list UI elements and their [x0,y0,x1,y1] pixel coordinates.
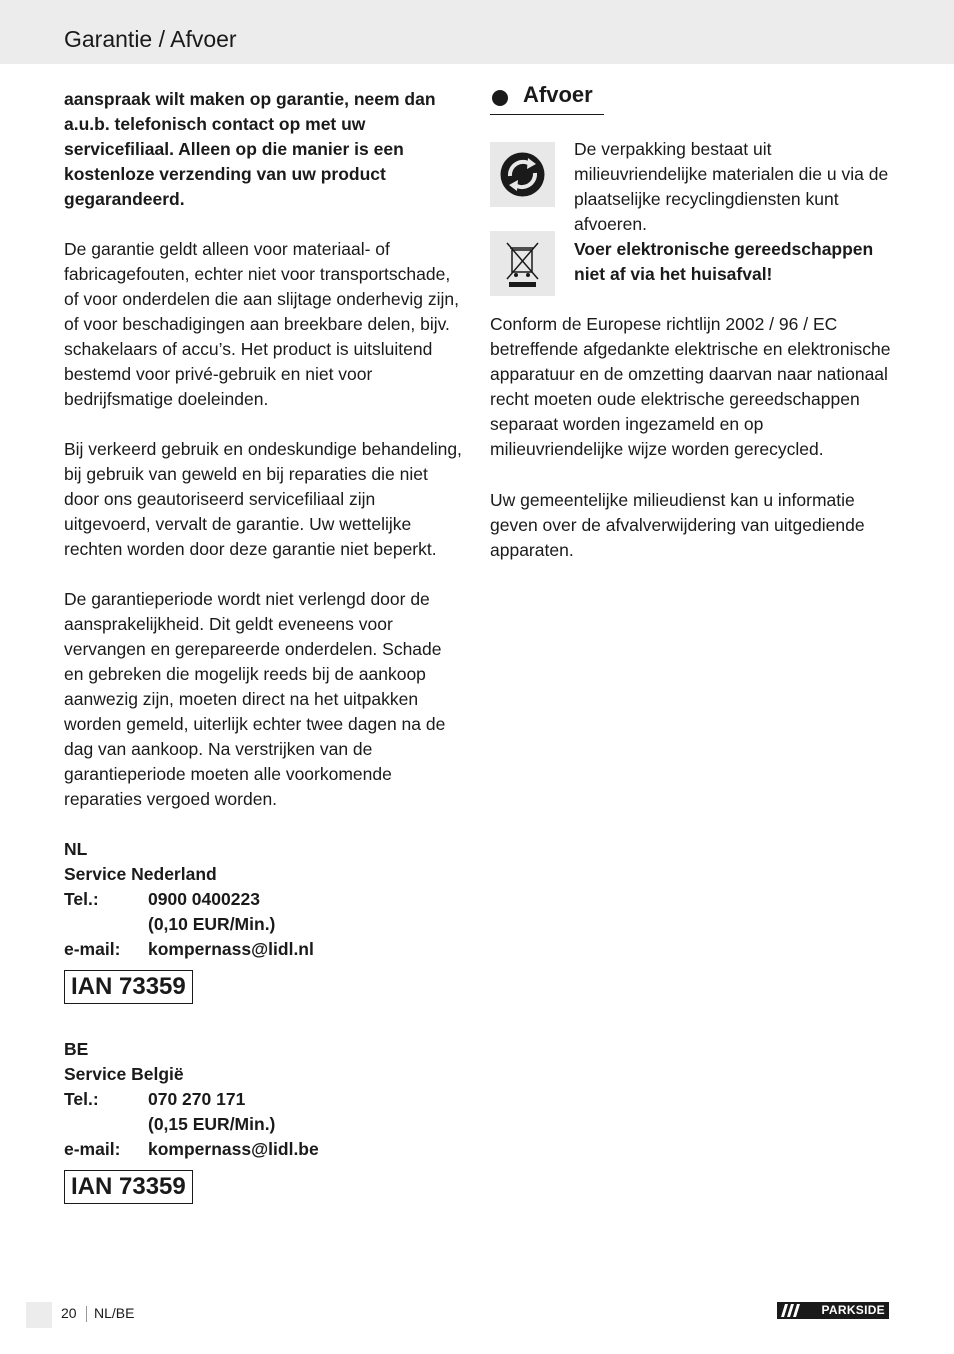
disposal-warning: Voer elektronische gereedschappen niet af via het huisafval! [574,239,874,284]
email-label: e-mail: [64,939,121,959]
contact-block-nl [64,837,464,1004]
contact-country-nl: NL [64,839,88,859]
packaging-text: De verpakking bestaat uit milieuvriendelijke materialen die u via de plaatselijke recyclingdiensten kunt afvoeren. [574,139,889,234]
language-code: NL/BE [94,1305,135,1321]
brand-name: PARKSIDE [821,1303,885,1317]
contact-service-be: Service België [64,1064,184,1084]
left-column [64,87,464,1204]
disposal-paragraph-1: Conform de Europese richtlijn 2002 / 96 / EC betreffende afgedankte elektrische en elektronische apparatuur en de omzetting daarvan naar nationaal recht moeten oude elektrische gereedschappen separaat worden ingezameld en op milieuvriendelijke wijze worden gerecycled. [490,314,891,459]
section-heading-afvoer [490,82,604,115]
footer-divider [86,1306,87,1322]
disposal-paragraph-2: Uw gemeentelijke milieudienst kan u informatie geven over de afvalverwijdering van uitgediende apparaten. [490,490,865,560]
email-address: kompernass@lidl.be [148,1139,319,1159]
tel-label: Tel.: [64,1089,99,1109]
guarantee-paragraph-3: De garantieperiode wordt niet verlengd door de aansprakelijkheid. Dit geldt eveneens voor vervangen en gerepareerde onderdelen. Schade en gebreken die mogelijk reeds bij de aankoop aanwezig zijn, moeten direct na het uitpakken worden gemeld, uiterlijk echter twee dagen na de dag van aankoop. Na verstrijken van de garantieperiode moeten alle voorkomende reparaties vergoed worden. [64,589,446,809]
page-title: Garantie / Afvoer [64,26,237,52]
ian-box: IAN 73359 [64,1170,193,1204]
green-dot-recycling-icon [490,142,555,207]
guarantee-paragraph-2: Bij verkeerd gebruik en ondeskundige behandeling, bij gebruik van geweld en bij reparaties die niet door ons geautoriseerd servicefiliaal zijn uitgevoerd, vervalt de garantie. Uw wettelijke rechten worden door deze garantie niet beperkt. [64,439,462,559]
tel-rate: (0,15 EUR/Min.) [148,1114,276,1134]
brand-stripes-icon [781,1304,805,1317]
contact-block-be [64,1037,464,1204]
section-title: Afvoer [523,82,593,107]
parkside-logo [777,1302,889,1319]
tel-rate: (0,10 EUR/Min.) [148,914,276,934]
contact-country-be: BE [64,1039,89,1059]
crossed-out-wheelie-bin-icon [490,231,555,296]
guarantee-paragraph-1: De garantie geldt alleen voor materiaal- of fabricagefouten, echter niet voor transportschade, of voor onderdelen die aan slijtage onderhevig zijn, of voor beschadigingen aan breekbare delen, bijv. schakelaars of accu’s. Het product is uitsluitend bestemd voor privé-gebruik en niet voor bedrijfsmatige doeleinden. [64,239,459,409]
contact-service-nl: Service Nederland [64,864,217,884]
email-address: kompernass@lidl.nl [148,939,314,959]
bullet-icon [492,90,508,106]
guarantee-intro: aanspraak wilt maken op garantie, neem dan a.u.b. telefonisch contact op met uw servicefiliaal. Alleen op die manier is een kostenloze verzending van uw product gegarandeerd. [64,89,436,209]
page-number: 20 [61,1305,77,1321]
email-label: e-mail: [64,1139,121,1159]
tel-number: 070 270 171 [148,1089,246,1109]
contact-table-nl [64,887,314,962]
ian-box: IAN 73359 [64,970,193,1004]
tel-number: 0900 0400223 [148,889,260,909]
footer-marker [26,1302,52,1328]
tel-label: Tel.: [64,889,99,909]
contact-table-be [64,1087,319,1162]
